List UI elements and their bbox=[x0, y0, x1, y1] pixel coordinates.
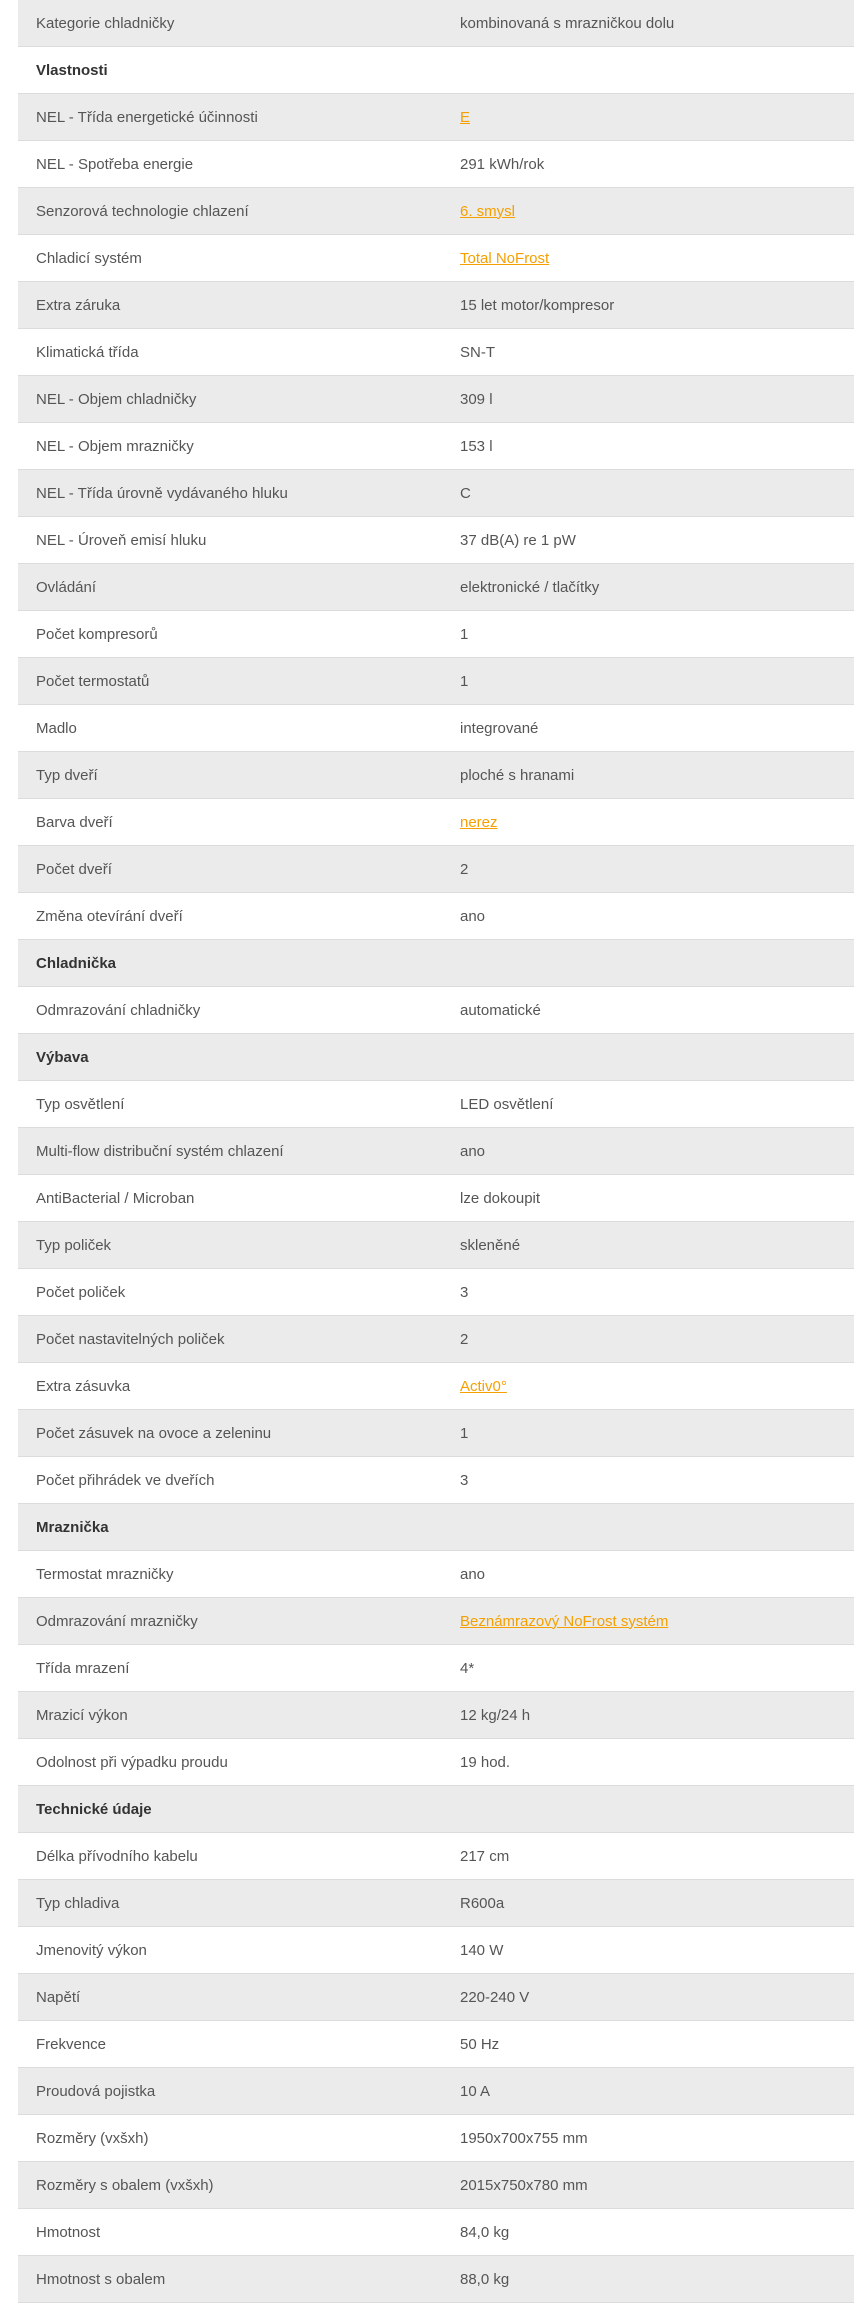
spec-value: ploché s hranami bbox=[460, 766, 575, 784]
spec-value: SN-T bbox=[460, 343, 495, 361]
spec-value-cell bbox=[460, 720, 854, 737]
spec-label: Hmotnost bbox=[36, 2223, 101, 2241]
spec-value: 15 let motor/kompresor bbox=[460, 296, 615, 314]
spec-label: Frekvence bbox=[36, 2035, 107, 2053]
spec-value: 2 bbox=[460, 860, 469, 878]
section-header bbox=[18, 940, 854, 987]
spec-value-cell bbox=[460, 767, 854, 784]
spec-value-link[interactable]: nerez bbox=[460, 813, 498, 831]
spec-value-cell bbox=[460, 438, 854, 455]
spec-row bbox=[18, 517, 854, 564]
spec-label: Typ dveří bbox=[36, 766, 98, 784]
spec-value-cell bbox=[460, 1143, 854, 1160]
spec-value-cell bbox=[460, 2224, 854, 2241]
spec-value-cell bbox=[460, 908, 854, 925]
spec-value: 2 bbox=[460, 1330, 469, 1348]
spec-value: kombinovaná s mrazničkou dolu bbox=[460, 14, 675, 32]
spec-label: Rozměry (vxšxh) bbox=[36, 2129, 149, 2147]
spec-value: 37 dB(A) re 1 pW bbox=[460, 531, 576, 549]
spec-label: Počet zásuvek na ovoce a zeleninu bbox=[36, 1424, 272, 1442]
spec-value-cell bbox=[460, 15, 854, 32]
spec-row bbox=[18, 235, 854, 282]
spec-value: skleněné bbox=[460, 1236, 521, 1254]
spec-label: Multi-flow distribuční systém chlazení bbox=[36, 1142, 284, 1160]
spec-value: 19 hod. bbox=[460, 1753, 511, 1771]
spec-value-link[interactable]: Total NoFrost bbox=[460, 249, 550, 267]
spec-row bbox=[18, 470, 854, 517]
spec-row bbox=[18, 2256, 854, 2303]
spec-row bbox=[18, 987, 854, 1034]
spec-row bbox=[18, 1175, 854, 1222]
spec-label: Napětí bbox=[36, 1988, 81, 2006]
spec-value: 220-240 V bbox=[460, 1988, 530, 2006]
spec-label: Mrazicí výkon bbox=[36, 1706, 128, 1724]
spec-value-cell bbox=[460, 579, 854, 596]
section-title: Chladnička bbox=[36, 954, 117, 972]
spec-value-cell bbox=[460, 1895, 854, 1912]
spec-value-cell bbox=[460, 1284, 854, 1301]
spec-value: 10 A bbox=[460, 2082, 491, 2100]
spec-value: automatické bbox=[460, 1001, 541, 1019]
spec-label: Délka přívodního kabelu bbox=[36, 1847, 198, 1865]
spec-value-cell bbox=[460, 344, 854, 361]
spec-label: Počet poliček bbox=[36, 1283, 126, 1301]
spec-value-cell bbox=[460, 1190, 854, 1207]
section-title: Výbava bbox=[36, 1048, 89, 1066]
spec-row bbox=[18, 1128, 854, 1175]
spec-row bbox=[18, 1880, 854, 1927]
spec-value: integrované bbox=[460, 719, 539, 737]
spec-value: 4* bbox=[460, 1659, 475, 1677]
spec-value-cell bbox=[460, 250, 854, 267]
section-title: Vlastnosti bbox=[36, 61, 108, 79]
spec-value-cell bbox=[460, 485, 854, 502]
spec-value: R600a bbox=[460, 1894, 505, 1912]
spec-value-cell bbox=[460, 1237, 854, 1254]
spec-value: 217 cm bbox=[460, 1847, 510, 1865]
spec-value: 84,0 kg bbox=[460, 2223, 510, 2241]
spec-value: LED osvětlení bbox=[460, 1095, 554, 1113]
spec-value: 12 kg/24 h bbox=[460, 1706, 531, 1724]
spec-row bbox=[18, 94, 854, 141]
spec-value-cell bbox=[460, 673, 854, 690]
spec-value: 1950x700x755 mm bbox=[460, 2129, 588, 2147]
spec-value-cell bbox=[460, 1331, 854, 1348]
spec-value: 140 W bbox=[460, 1941, 504, 1959]
spec-row bbox=[18, 2068, 854, 2115]
spec-label: Termostat mrazničky bbox=[36, 1565, 174, 1583]
spec-value: 1 bbox=[460, 625, 469, 643]
spec-row bbox=[18, 846, 854, 893]
spec-label: AntiBacterial / Microban bbox=[36, 1189, 195, 1207]
spec-row bbox=[18, 188, 854, 235]
spec-value-cell bbox=[460, 109, 854, 126]
spec-label: Hmotnost s obalem bbox=[36, 2270, 166, 2288]
spec-row bbox=[18, 329, 854, 376]
spec-value: C bbox=[460, 484, 471, 502]
spec-label: Senzorová technologie chlazení bbox=[36, 202, 249, 220]
spec-value-cell bbox=[460, 532, 854, 549]
spec-label: Typ poliček bbox=[36, 1236, 112, 1254]
spec-row bbox=[18, 893, 854, 940]
spec-label: Extra záruka bbox=[36, 296, 121, 314]
spec-value-cell bbox=[460, 1942, 854, 1959]
spec-row bbox=[18, 1927, 854, 1974]
spec-label: Extra zásuvka bbox=[36, 1377, 131, 1395]
spec-row bbox=[18, 2115, 854, 2162]
spec-value-cell bbox=[460, 1848, 854, 1865]
spec-value-cell bbox=[460, 2130, 854, 2147]
spec-value: elektronické / tlačítky bbox=[460, 578, 600, 596]
spec-value: ano bbox=[460, 1142, 486, 1160]
section-title: Mraznička bbox=[36, 1518, 109, 1536]
spec-value-cell bbox=[460, 2177, 854, 2194]
spec-value-cell bbox=[460, 297, 854, 314]
spec-row bbox=[18, 1974, 854, 2021]
spec-label: Odolnost při výpadku proudu bbox=[36, 1753, 228, 1771]
spec-row bbox=[18, 1081, 854, 1128]
spec-label: Počet kompresorů bbox=[36, 625, 158, 643]
spec-row bbox=[18, 2209, 854, 2256]
spec-row bbox=[18, 141, 854, 188]
spec-value: 3 bbox=[460, 1283, 469, 1301]
spec-label: Chladicí systém bbox=[36, 249, 142, 267]
spec-value-cell bbox=[460, 1660, 854, 1677]
spec-value: ano bbox=[460, 1565, 486, 1583]
section-header bbox=[18, 1786, 854, 1833]
spec-value-cell bbox=[460, 1707, 854, 1724]
spec-row bbox=[18, 1645, 854, 1692]
spec-label: NEL - Objem chladničky bbox=[36, 390, 197, 408]
spec-row bbox=[18, 611, 854, 658]
spec-value-link[interactable]: Beznámrazový NoFrost systém bbox=[460, 1612, 669, 1630]
spec-value: 309 l bbox=[460, 390, 493, 408]
spec-value-cell bbox=[460, 391, 854, 408]
spec-row bbox=[18, 1598, 854, 1645]
spec-label: Počet přihrádek ve dveřích bbox=[36, 1471, 215, 1489]
spec-value: 1 bbox=[460, 672, 469, 690]
spec-label: Rozměry s obalem (vxšxh) bbox=[36, 2176, 214, 2194]
spec-value-cell bbox=[460, 1754, 854, 1771]
spec-label: Počet dveří bbox=[36, 860, 112, 878]
spec-label: Barva dveří bbox=[36, 813, 113, 831]
spec-label: Madlo bbox=[36, 719, 77, 737]
spec-value: 2015x750x780 mm bbox=[460, 2176, 588, 2194]
spec-value-cell bbox=[460, 156, 854, 173]
spec-label: Klimatická třída bbox=[36, 343, 139, 361]
spec-value: 50 Hz bbox=[460, 2035, 500, 2053]
spec-value: 291 kWh/rok bbox=[460, 155, 545, 173]
spec-row bbox=[18, 376, 854, 423]
spec-row bbox=[18, 2162, 854, 2209]
spec-label: Třída mrazení bbox=[36, 1659, 130, 1677]
spec-row bbox=[18, 1222, 854, 1269]
spec-value-cell bbox=[460, 2083, 854, 2100]
spec-value-cell bbox=[460, 861, 854, 878]
spec-value-link[interactable]: E bbox=[460, 108, 471, 126]
spec-label: Kategorie chladničky bbox=[36, 14, 175, 32]
spec-value: lze dokoupit bbox=[460, 1189, 541, 1207]
spec-row bbox=[18, 658, 854, 705]
spec-row bbox=[18, 1410, 854, 1457]
spec-label: NEL - Třída energetické účinnosti bbox=[36, 108, 258, 126]
spec-value-cell bbox=[460, 1566, 854, 1583]
spec-value-cell bbox=[460, 2036, 854, 2053]
spec-row bbox=[18, 1692, 854, 1739]
spec-label: NEL - Úroveň emisí hluku bbox=[36, 531, 207, 549]
spec-value-cell bbox=[460, 814, 854, 831]
spec-row bbox=[18, 1833, 854, 1880]
spec-value-cell bbox=[460, 1002, 854, 1019]
spec-table bbox=[18, 0, 854, 2303]
spec-label: Typ chladiva bbox=[36, 1894, 120, 1912]
spec-row bbox=[18, 2021, 854, 2068]
section-header bbox=[18, 1504, 854, 1551]
spec-row bbox=[18, 1457, 854, 1504]
spec-row bbox=[18, 0, 854, 47]
spec-row bbox=[18, 1739, 854, 1786]
spec-row bbox=[18, 752, 854, 799]
section-title: Technické údaje bbox=[36, 1800, 152, 1818]
spec-label: NEL - Třída úrovně vydávaného hluku bbox=[36, 484, 288, 502]
spec-value: 1 bbox=[460, 1424, 469, 1442]
spec-value-cell bbox=[460, 2271, 854, 2288]
spec-value: 153 l bbox=[460, 437, 493, 455]
spec-label: Typ osvětlení bbox=[36, 1095, 125, 1113]
spec-row bbox=[18, 1363, 854, 1410]
spec-row bbox=[18, 282, 854, 329]
spec-label: Ovládání bbox=[36, 578, 97, 596]
spec-label: Odmrazování mrazničky bbox=[36, 1612, 198, 1630]
spec-value-cell bbox=[460, 203, 854, 220]
spec-label: NEL - Objem mrazničky bbox=[36, 437, 194, 455]
spec-value-cell bbox=[460, 1378, 854, 1395]
spec-label: Jmenovitý výkon bbox=[36, 1941, 147, 1959]
spec-label: Proudová pojistka bbox=[36, 2082, 156, 2100]
spec-value-cell bbox=[460, 626, 854, 643]
spec-value-link[interactable]: Activ0° bbox=[460, 1377, 507, 1395]
spec-value-cell bbox=[460, 1613, 854, 1630]
spec-label: Počet nastavitelných poliček bbox=[36, 1330, 225, 1348]
spec-label: Počet termostatů bbox=[36, 672, 150, 690]
spec-value-cell bbox=[460, 1472, 854, 1489]
spec-row bbox=[18, 423, 854, 470]
spec-value-link[interactable]: 6. smysl bbox=[460, 202, 516, 220]
spec-row bbox=[18, 564, 854, 611]
spec-row bbox=[18, 1269, 854, 1316]
spec-row bbox=[18, 799, 854, 846]
spec-value-cell bbox=[460, 1096, 854, 1113]
section-header bbox=[18, 47, 854, 94]
spec-value: ano bbox=[460, 907, 486, 925]
spec-value: 88,0 kg bbox=[460, 2270, 510, 2288]
section-header bbox=[18, 1034, 854, 1081]
spec-value-cell bbox=[460, 1425, 854, 1442]
spec-row bbox=[18, 1316, 854, 1363]
spec-label: NEL - Spotřeba energie bbox=[36, 155, 194, 173]
spec-value-cell bbox=[460, 1989, 854, 2006]
spec-row bbox=[18, 705, 854, 752]
spec-value: 3 bbox=[460, 1471, 469, 1489]
spec-label: Odmrazování chladničky bbox=[36, 1001, 201, 1019]
spec-row bbox=[18, 1551, 854, 1598]
spec-label: Změna otevírání dveří bbox=[36, 907, 183, 925]
